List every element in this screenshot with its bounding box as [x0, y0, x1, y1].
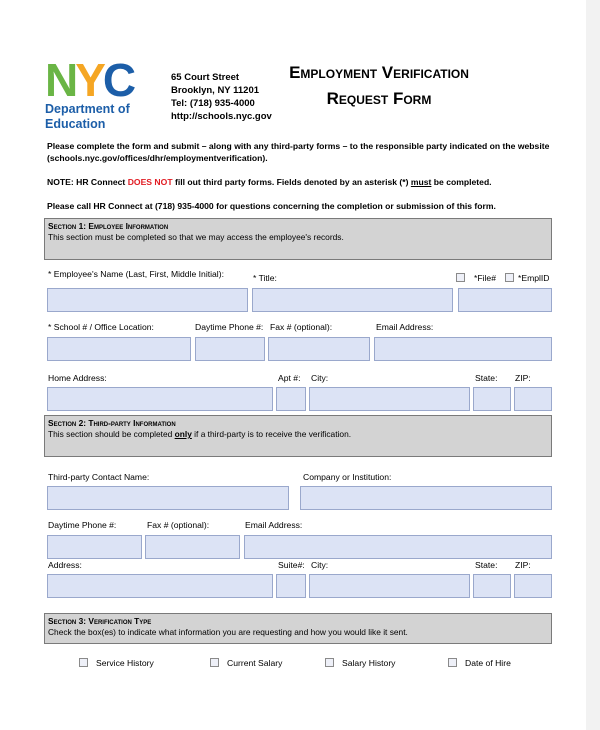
department-name: Department of Education	[45, 102, 130, 131]
state-label: State:	[475, 373, 498, 383]
zip-field[interactable]	[514, 387, 552, 411]
section3-header: Section 3: Verification Type Check the box(es) to indicate what information you are requesting and how you would like it sent.	[44, 613, 552, 644]
title-field[interactable]	[252, 288, 453, 312]
salary-history-label: Salary History	[342, 658, 396, 668]
emplid-checkbox[interactable]	[505, 273, 514, 282]
logo-letter-n: N	[45, 58, 76, 100]
tp-city-field[interactable]	[309, 574, 470, 598]
employee-name-label: * Employee's Name (Last, First, Middle Initial):	[48, 269, 224, 279]
salary-history-checkbox[interactable]	[325, 658, 334, 667]
contact-name-field[interactable]	[47, 486, 289, 510]
file-emplid-field[interactable]	[458, 288, 552, 312]
file-number-label: *File#	[474, 273, 496, 283]
tp-zip-field[interactable]	[514, 574, 552, 598]
current-salary-label: Current Salary	[227, 658, 283, 668]
svg-text:NYC	[45, 58, 135, 100]
logo-letter-y: Y	[75, 58, 103, 100]
email-label: Email Address:	[376, 322, 434, 332]
page-edge	[586, 0, 600, 730]
title-label: * Title:	[253, 273, 277, 283]
tp-fax-field[interactable]	[145, 535, 240, 559]
tp-address-field[interactable]	[47, 574, 273, 598]
tp-fax-label: Fax # (optional):	[147, 520, 210, 530]
school-label: * School # / Office Location:	[48, 322, 154, 332]
service-history-label: Service History	[96, 658, 154, 668]
instructions-call: Please call HR Connect at (718) 935-4000 for questions concerning the completion or submission of this form.	[47, 201, 496, 211]
fax-field[interactable]	[268, 337, 370, 361]
city-label: City:	[311, 373, 329, 383]
company-label: Company or Institution:	[303, 472, 392, 482]
tp-suite-label: Suite#:	[278, 560, 305, 570]
nyc-logo	[45, 58, 145, 100]
emplid-label: *EmplID	[518, 273, 550, 283]
company-field[interactable]	[300, 486, 552, 510]
form-title: Employment Verification Request Form	[289, 63, 469, 108]
apt-field[interactable]	[276, 387, 306, 411]
tp-daytime-phone-label: Daytime Phone #:	[48, 520, 117, 530]
employee-name-field[interactable]	[47, 288, 248, 312]
tp-email-label: Email Address:	[245, 520, 303, 530]
school-field[interactable]	[47, 337, 191, 361]
city-field[interactable]	[309, 387, 470, 411]
tp-state-field[interactable]	[473, 574, 511, 598]
date-of-hire-label: Date of Hire	[465, 658, 511, 668]
tp-suite-field[interactable]	[276, 574, 306, 598]
daytime-phone-field[interactable]	[195, 337, 265, 361]
section2-header: Section 2: Third-party Information This section should be completed only if a third-party is to receive the verification.	[44, 415, 552, 457]
file-number-checkbox[interactable]	[456, 273, 465, 282]
apt-label: Apt #:	[278, 373, 301, 383]
zip-label: ZIP:	[515, 373, 531, 383]
tp-city-label: City:	[311, 560, 329, 570]
tp-address-label: Address:	[48, 560, 82, 570]
daytime-phone-label: Daytime Phone #:	[195, 322, 264, 332]
logo-letter-c: C	[102, 58, 134, 100]
instructions-note: NOTE: HR Connect DOES NOT fill out third party forms. Fields denoted by an asterisk (*) must be completed.	[47, 177, 492, 187]
tp-zip-label: ZIP:	[515, 560, 531, 570]
section1-header: Section 1: Employee Information This section must be completed so that we may access the employee's records.	[44, 218, 552, 260]
tp-state-label: State:	[475, 560, 498, 570]
service-history-checkbox[interactable]	[79, 658, 88, 667]
fax-label: Fax # (optional):	[270, 322, 333, 332]
current-salary-checkbox[interactable]	[210, 658, 219, 667]
instructions-submit: Please complete the form and submit – along with any third-party forms – to the responsible party indicated on the website (schools.nyc.gov/offices/dhr/employmentverification).	[47, 141, 550, 163]
home-address-label: Home Address:	[48, 373, 107, 383]
date-of-hire-checkbox[interactable]	[448, 658, 457, 667]
state-field[interactable]	[473, 387, 511, 411]
home-address-field[interactable]	[47, 387, 273, 411]
tp-email-field[interactable]	[244, 535, 552, 559]
office-address: 65 Court Street Brooklyn, NY 11201 Tel: (718) 935-4000 http://schools.nyc.gov	[171, 72, 272, 122]
contact-name-label: Third-party Contact Name:	[48, 472, 150, 482]
tp-daytime-phone-field[interactable]	[47, 535, 142, 559]
email-field[interactable]	[374, 337, 552, 361]
